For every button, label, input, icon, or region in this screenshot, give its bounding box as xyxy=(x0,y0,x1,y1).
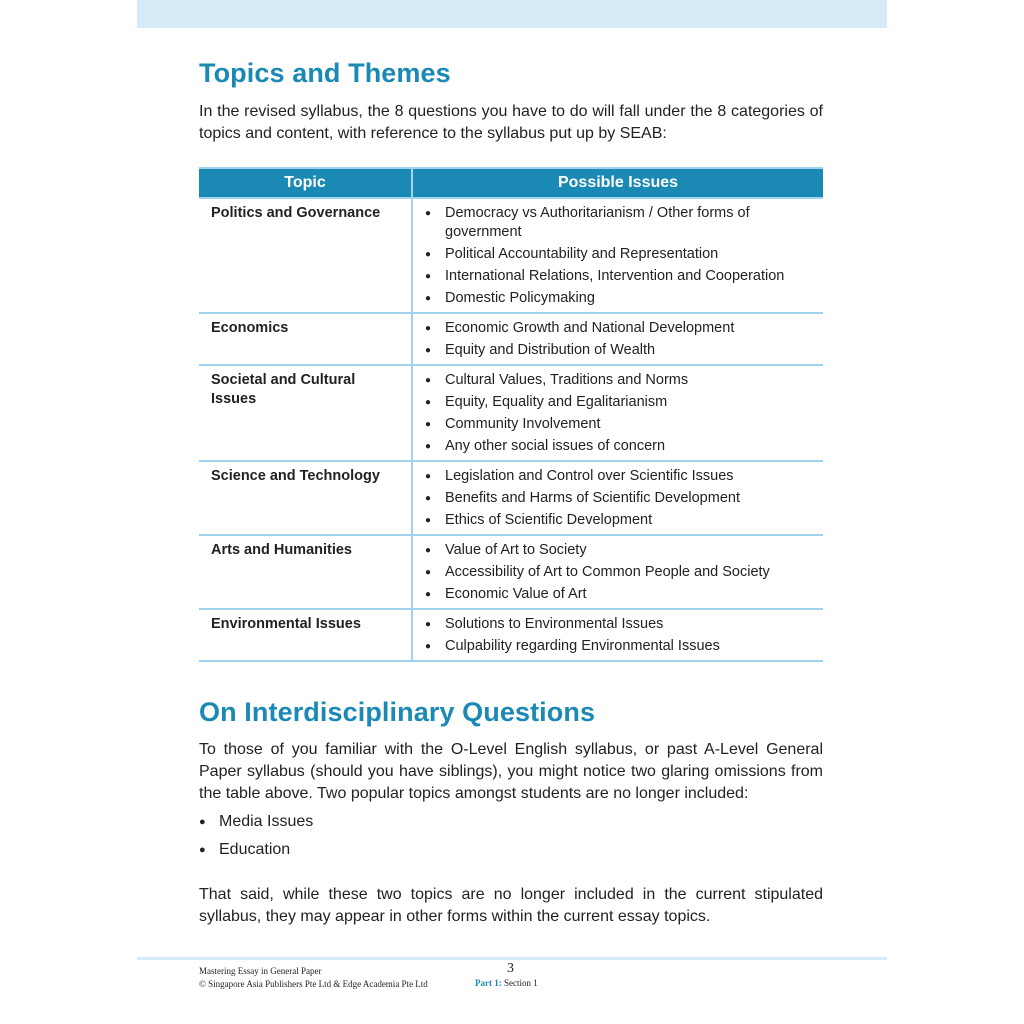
interdisciplinary-paragraph-2: That said, while these two topics are no longer included in the current stipulated syllabus, they may appear in other forms within the current essay topics. xyxy=(199,886,823,925)
list-item: ● Economic Growth and National Development xyxy=(425,319,815,338)
topics-heading: Topics and Themes xyxy=(199,58,451,88)
table-row xyxy=(199,609,823,661)
interdisciplinary-paragraph-1: To those of you familiar with the O-Level English syllabus, or past A-Level General Paper syllabus (should you have siblings), you might notice two glaring omissions from the table above. Two popular topics amongst students are no longer included: xyxy=(199,741,823,802)
issues-cell xyxy=(412,609,823,661)
issues-list xyxy=(413,319,823,360)
footer-book-title: Mastering Essay in General Paper xyxy=(199,966,322,976)
topics-table xyxy=(199,167,823,662)
list-item: ● Equity and Distribution of Wealth xyxy=(425,341,815,360)
issues-list xyxy=(413,204,823,308)
issues-cell xyxy=(412,313,823,365)
list-item: ● Benefits and Harms of Scientific Development xyxy=(425,489,815,508)
footer-copyright: © Singapore Asia Publishers Pte Ltd & Edge Academia Pte Ltd xyxy=(199,979,428,989)
list-item: ● Solutions to Environmental Issues xyxy=(425,615,815,634)
topic-cell: Arts and Humanities xyxy=(199,535,412,609)
list-item: ● Any other social issues of concern xyxy=(425,437,815,456)
issues-cell xyxy=(412,535,823,609)
list-item: ● Community Involvement xyxy=(425,415,815,434)
footer-part-label: Part 1: xyxy=(475,978,502,988)
list-item: ● Culpability regarding Environmental Issues xyxy=(425,637,815,656)
list-item: ● Education xyxy=(199,839,313,867)
list-item: ● Equity, Equality and Egalitarianism xyxy=(425,393,815,412)
topic-cell: Environmental Issues xyxy=(199,609,412,661)
table-header-row xyxy=(199,168,823,198)
document-page xyxy=(137,0,887,1024)
topics-intro: In the revised syllabus, the 8 questions you have to do will fall under the 8 categories of topics and content, with reference to the syllabus put up by SEAB: xyxy=(199,103,823,142)
list-item: ● Media Issues xyxy=(199,811,313,839)
list-item: ● Value of Art to Society xyxy=(425,541,815,560)
top-color-band xyxy=(137,0,887,28)
list-item: ● Political Accountability and Representation xyxy=(425,245,815,264)
footer-credits xyxy=(199,965,428,991)
topic-cell: Politics and Governance xyxy=(199,198,412,313)
table-row xyxy=(199,313,823,365)
list-item: ● International Relations, Intervention and Cooperation xyxy=(425,267,815,286)
issues-cell xyxy=(412,198,823,313)
header-possible-issues: Possible Issues xyxy=(412,168,823,198)
list-item: ● Accessibility of Art to Common People and Society xyxy=(425,563,815,582)
interdisciplinary-heading: On Interdisciplinary Questions xyxy=(199,697,596,727)
footer-section-reference xyxy=(475,978,538,988)
issues-list xyxy=(413,541,823,604)
list-item: ● Ethics of Scientific Development xyxy=(425,511,815,530)
list-item: ● Economic Value of Art xyxy=(425,585,815,604)
topic-cell: Science and Technology xyxy=(199,461,412,535)
omitted-topics-list xyxy=(199,811,313,867)
list-item: ● Democracy vs Authoritarianism / Other forms of government xyxy=(425,204,815,242)
topic-cell: Societal and Cultural Issues xyxy=(199,365,412,461)
table-row xyxy=(199,535,823,609)
list-item: ● Domestic Policymaking xyxy=(425,289,815,308)
issues-list xyxy=(413,467,823,530)
table-body xyxy=(199,198,823,661)
footer-section-label: Section 1 xyxy=(504,978,538,988)
footer-divider xyxy=(137,957,887,960)
table-row xyxy=(199,198,823,313)
list-item: ● Cultural Values, Traditions and Norms xyxy=(425,371,815,390)
issues-cell xyxy=(412,365,823,461)
issues-list xyxy=(413,371,823,456)
table-row xyxy=(199,461,823,535)
list-item: ● Legislation and Control over Scientific Issues xyxy=(425,467,815,486)
topic-cell: Economics xyxy=(199,313,412,365)
issues-cell xyxy=(412,461,823,535)
table-row xyxy=(199,365,823,461)
issues-list xyxy=(413,615,823,656)
page-number: 3 xyxy=(507,961,514,976)
header-topic: Topic xyxy=(199,168,412,198)
